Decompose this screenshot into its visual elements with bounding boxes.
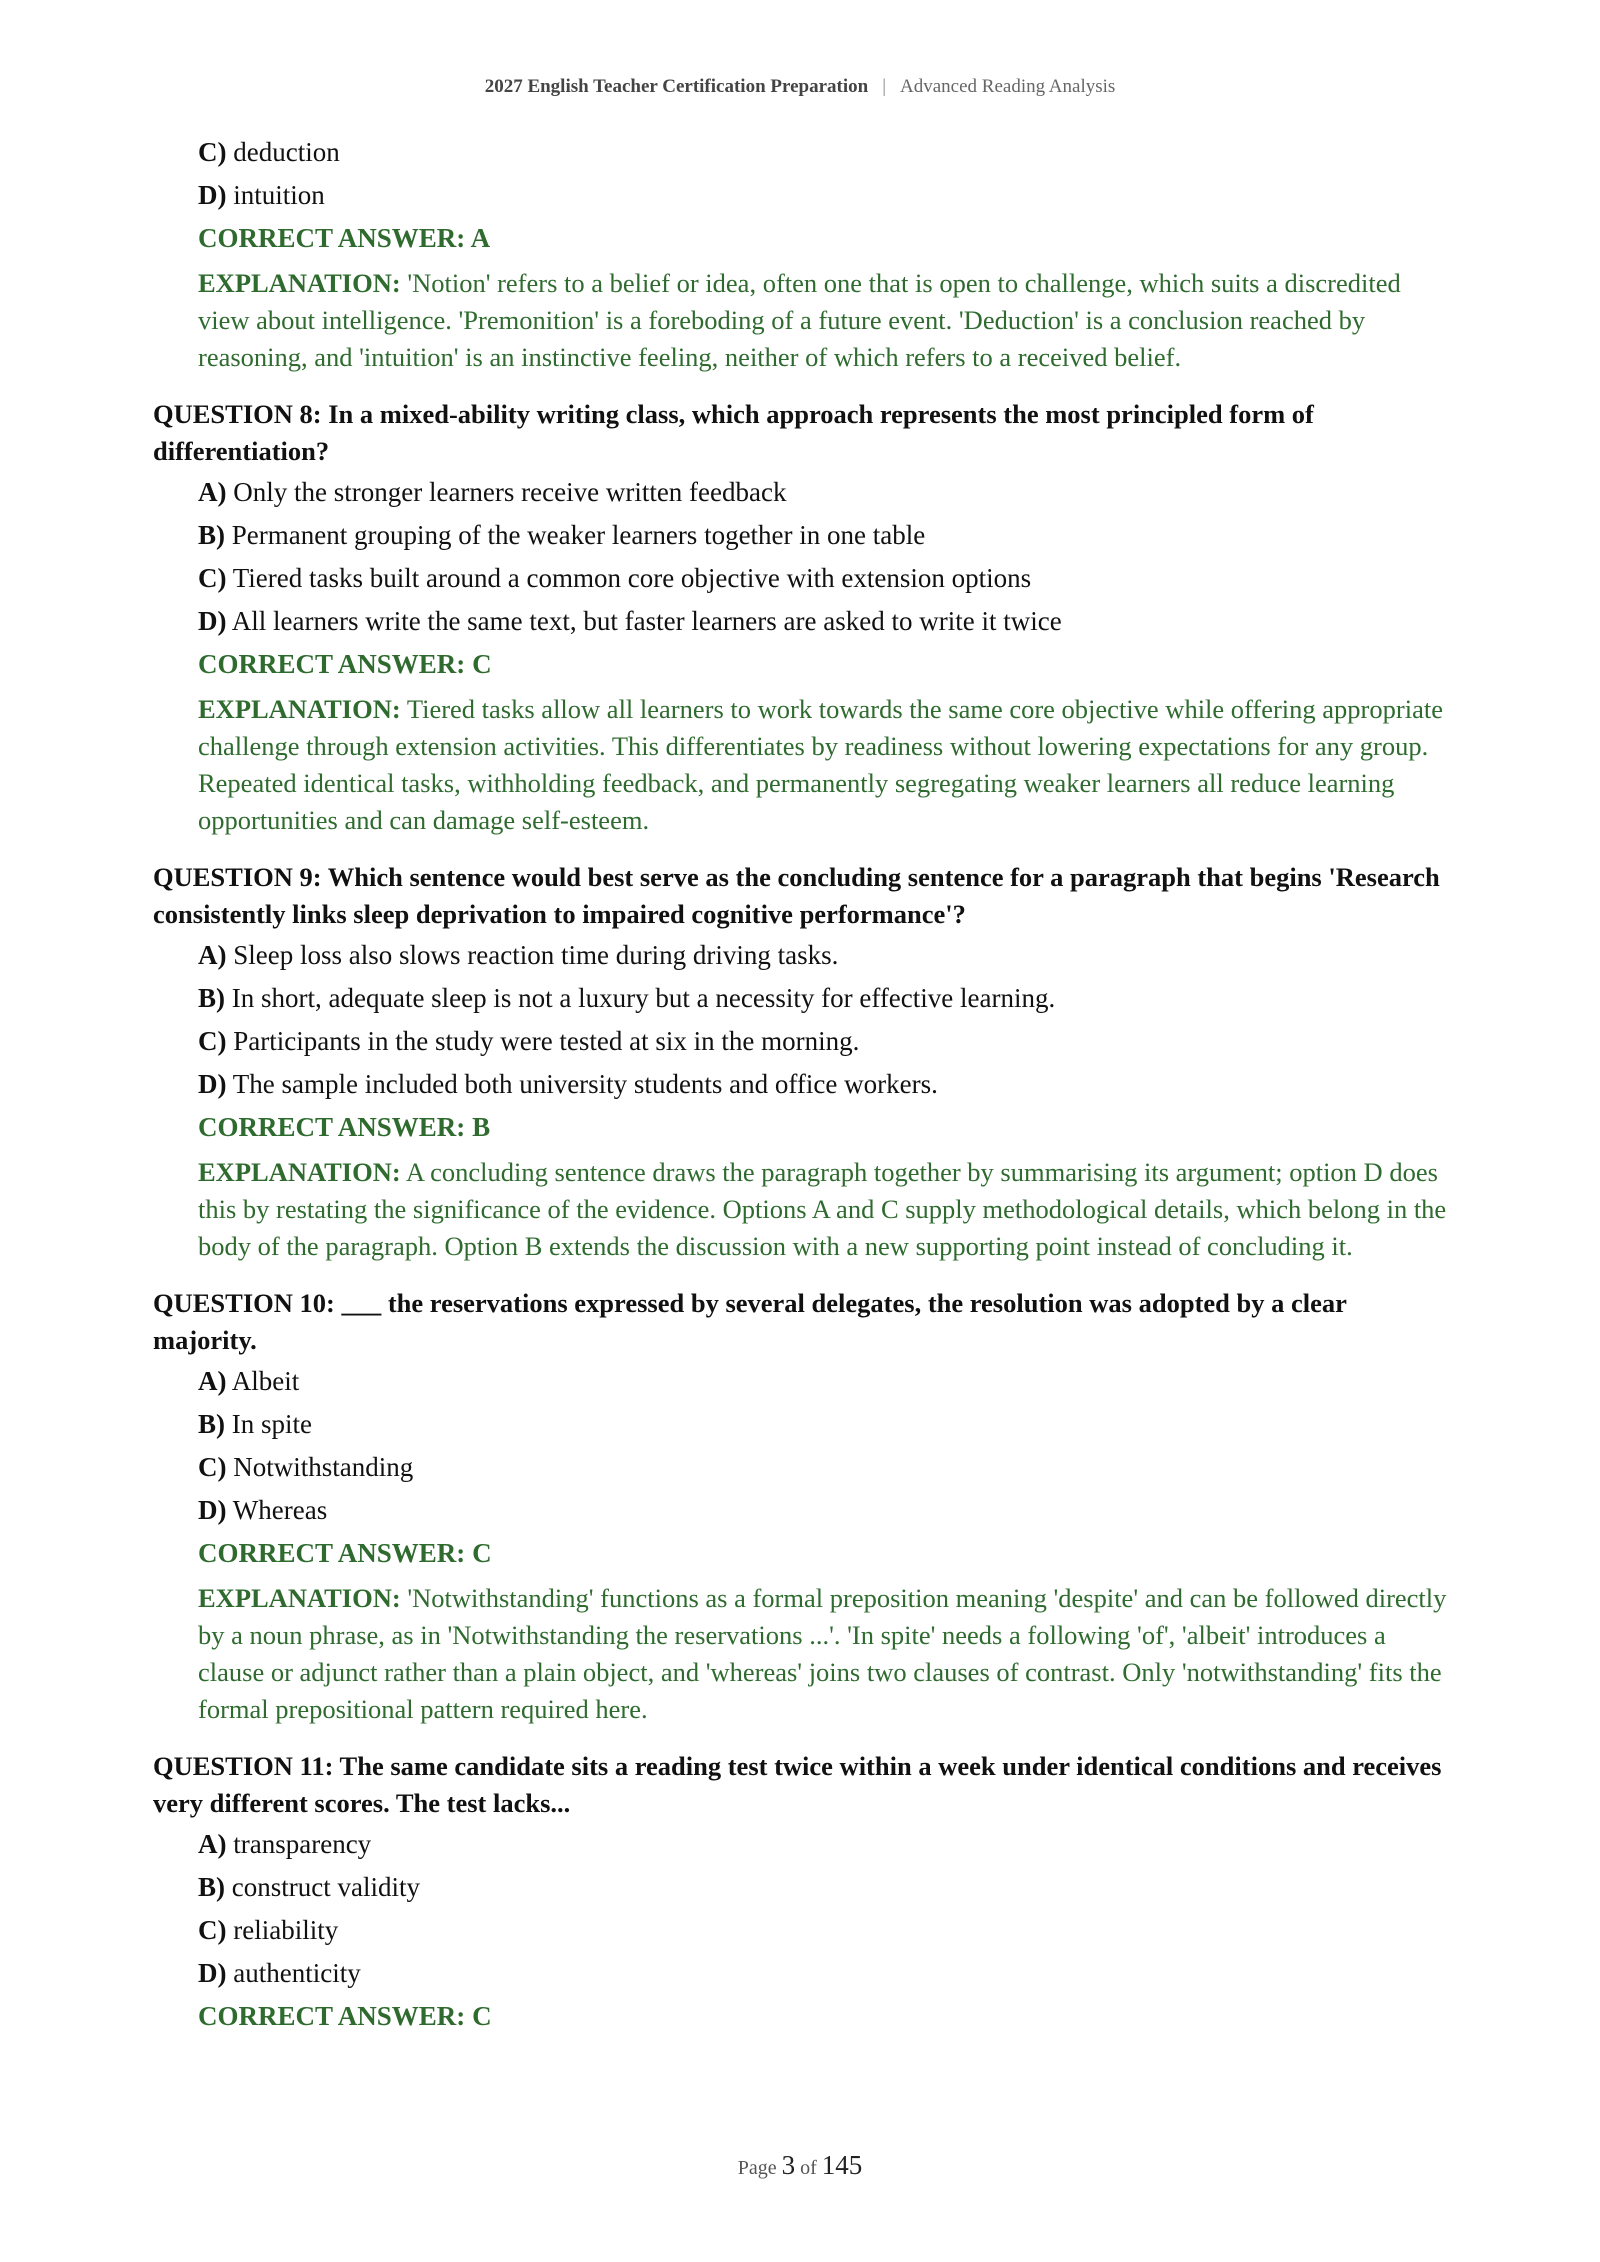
of-word: of — [800, 2157, 817, 2179]
question-heading: QUESTION 11: The same candidate sits a reading test twice within a week under identical conditions and receives very different scores. The test lacks... — [153, 1751, 1442, 1818]
option-d: D) intuition — [198, 180, 325, 210]
option-a: A) Albeit — [198, 1366, 300, 1396]
page-content — [153, 136, 1453, 2043]
option-c: C) deduction — [198, 137, 340, 167]
option-a: A) Only the stronger learners receive written feedback — [198, 477, 787, 507]
correct-answer: CORRECT ANSWER: C — [198, 2001, 492, 2031]
question-8 — [153, 396, 1453, 839]
option-b: B) Permanent grouping of the weaker learners together in one table — [198, 520, 926, 550]
option-b: B) In spite — [198, 1409, 312, 1439]
correct-answer: CORRECT ANSWER: A — [198, 223, 491, 253]
question-7-tail — [153, 136, 1453, 376]
question-9 — [153, 859, 1453, 1265]
correct-answer: CORRECT ANSWER: B — [198, 1112, 491, 1142]
explanation: EXPLANATION: A concluding sentence draws the paragraph together by summarising its argument; option D does this by restating the significance of the evidence. Options A and C supply methodological details, which belong in the body of the paragraph. Option B extends the discussion with a new supporting point instead of concluding it. — [198, 1157, 1447, 1261]
header-subtitle: Advanced Reading Analysis — [900, 76, 1116, 97]
explanation: EXPLANATION: 'Notwithstanding' functions as a formal preposition meaning 'despite' and can be followed directly by a noun phrase, as in 'Notwithstanding the reservations ...'. 'In spite' needs a following 'of', 'albeit' introduces a clause or adjunct rather than a plain object, and 'whereas' joins two clauses of contrast. Only 'notwithstanding' fits the formal prepositional pattern required here. — [198, 1583, 1447, 1724]
option-d: D) Whereas — [198, 1495, 328, 1525]
option-b: B) construct validity — [198, 1872, 420, 1902]
question-heading: QUESTION 8: In a mixed-ability writing class, which approach represents the most principled form of differentiation? — [153, 399, 1314, 466]
explanation: EXPLANATION: 'Notion' refers to a belief or idea, often one that is open to challenge, which suits a discredited view about intelligence. 'Premonition' is a foreboding of a future event. 'Deduction' is a conclusion reached by reasoning, and 'intuition' is an instinctive feeling, neither of which refers to a received belief. — [198, 268, 1401, 372]
question-10 — [153, 1285, 1453, 1728]
option-d: D) All learners write the same text, but faster learners are asked to write it twice — [198, 606, 1062, 636]
correct-answer: CORRECT ANSWER: C — [198, 649, 492, 679]
question-heading: QUESTION 9: Which sentence would best serve as the concluding sentence for a paragraph that begins 'Research consistently links sleep deprivation to impaired cognitive performance'? — [153, 862, 1440, 929]
option-c: C) Participants in the study were tested at six in the morning. — [198, 1026, 860, 1056]
option-b: B) In short, adequate sleep is not a luxury but a necessity for effective learning. — [198, 983, 1056, 1013]
correct-answer: CORRECT ANSWER: C — [198, 1538, 492, 1568]
option-d: D) The sample included both university students and office workers. — [198, 1069, 938, 1099]
page-word: Page — [737, 2157, 777, 2179]
option-d: D) authenticity — [198, 1958, 361, 1988]
explanation: EXPLANATION: Tiered tasks allow all learners to work towards the same core objective while offering appropriate challenge through extension activities. This differentiates by readiness without lowering expectations for any group. Repeated identical tasks, withholding feedback, and permanently segregating weaker learners all reduce learning opportunities and can damage self-esteem. — [198, 694, 1443, 835]
option-c: C) reliability — [198, 1915, 339, 1945]
option-a: A) Sleep loss also slows reaction time during driving tasks. — [198, 940, 839, 970]
page-footer — [0, 2150, 1600, 2181]
option-c: C) Notwithstanding — [198, 1452, 414, 1482]
header-title: 2027 English Teacher Certification Preparation — [484, 76, 869, 97]
option-c: C) Tiered tasks built around a common core objective with extension options — [198, 563, 1032, 593]
page-header — [0, 76, 1600, 98]
current-page-number: 3 — [781, 2150, 796, 2180]
question-heading: QUESTION 10: ___ the reservations expressed by several delegates, the resolution was adopted by a clear majority. — [153, 1288, 1347, 1355]
header-separator: | — [882, 76, 887, 97]
total-pages: 145 — [821, 2150, 863, 2180]
question-11 — [153, 1748, 1453, 2043]
option-a: A) transparency — [198, 1829, 372, 1859]
